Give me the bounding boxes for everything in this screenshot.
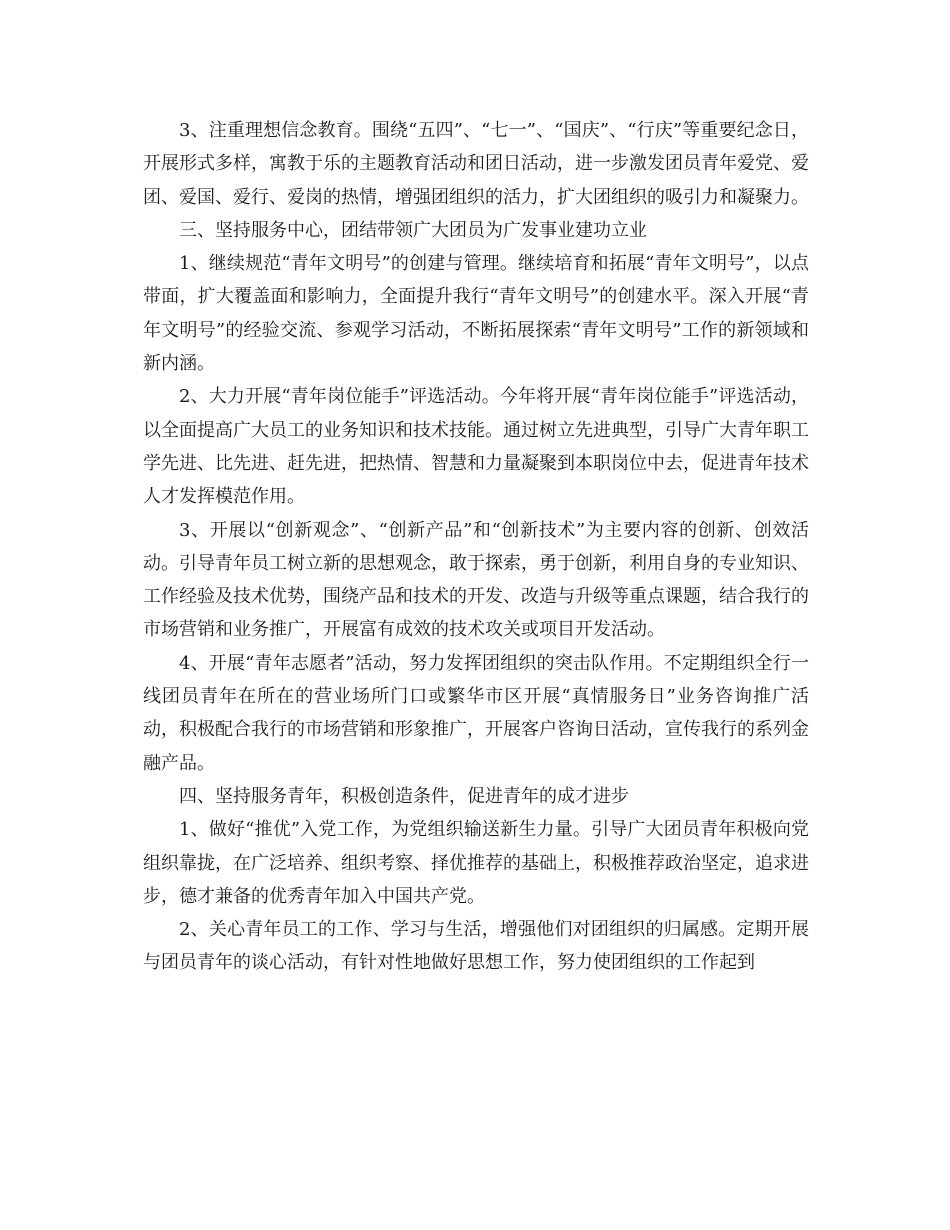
paragraph-volunteer: 4、开展“青年志愿者”活动，努力发挥团组织的突击队作用。不定期组织全行一线团员青年在所在的营业场所门口或繁华市区开展“真情服务日”业务咨询推广活动，积极配合我行的市场营销和形象推广，开展客户咨询日活动，宣传我行的系列金融产品。 xyxy=(143,652,809,774)
paragraph-post-expert: 2、大力开展“青年岗位能手”评选活动。今年将开展“青年岗位能手”评选活动，以全面提高广大员工的业务知识和技术技能。通过树立先进典型，引导广大青年职工学先进、比先进、赶先进，把热情、智慧和力量凝聚到本职岗位中去，促进青年技术人才发挥模范作用。 xyxy=(143,386,809,508)
paragraph-party-recommendation: 1、做好“推优”入党工作，为党组织输送新生力量。引导广大团员青年积极向党组织靠拢，在广泛培养、组织考察、择优推荐的基础上，积极推荐政治坚定，追求进步，德才兼备的优秀青年加入中国共产党。 xyxy=(143,819,809,907)
section-heading-serve-center: 三、坚持服务中心，团结带领广大团员为广发事业建功立业 xyxy=(179,219,647,241)
paragraph-care-youth: 2、关心青年员工的工作、学习与生活，增强他们对团组织的归属感。定期开展与团员青年的谈心活动，有针对性地做好思想工作，努力使团组织的工作起到 xyxy=(143,919,809,974)
paragraph-innovation: 3、开展以“创新观念”、“创新产品”和“创新技术”为主要内容的创新、创效活动。引导青年员工树立新的思想观念，敢于探索，勇于创新，利用自身的专业知识、工作经验及技术优势，围绕产品和技术的开发、改造与升级等重点课题，结合我行的市场营销和业务推广，开展富有成效的技术攻关或项目开发活动。 xyxy=(143,519,809,641)
paragraph-civilized-post: 1、继续规范“青年文明号”的创建与管理。继续培育和拓展“青年文明号”，以点带面，扩大覆盖面和影响力，全面提升我行“青年文明号”的创建水平。深入开展“青年文明号”的经验交流、参观学习活动，不断拓展探索“青年文明号”工作的新领域和新内涵。 xyxy=(143,253,809,375)
section-heading-serve-youth: 四、坚持服务青年，积极创造条件，促进青年的成才进步 xyxy=(179,785,629,807)
paragraph-ideal-education: 3、注重理想信念教育。围绕“五四”、“七一”、“国庆”、“行庆”等重要纪念日，开展形式多样，寓教于乐的主题教育活动和团日活动，进一步激发团员青年爱党、爱团、爱国、爱行、爱岗的热情，增强团组织的活力，扩大团组织的吸引力和凝聚力。 xyxy=(143,120,809,208)
document-body xyxy=(143,114,809,980)
